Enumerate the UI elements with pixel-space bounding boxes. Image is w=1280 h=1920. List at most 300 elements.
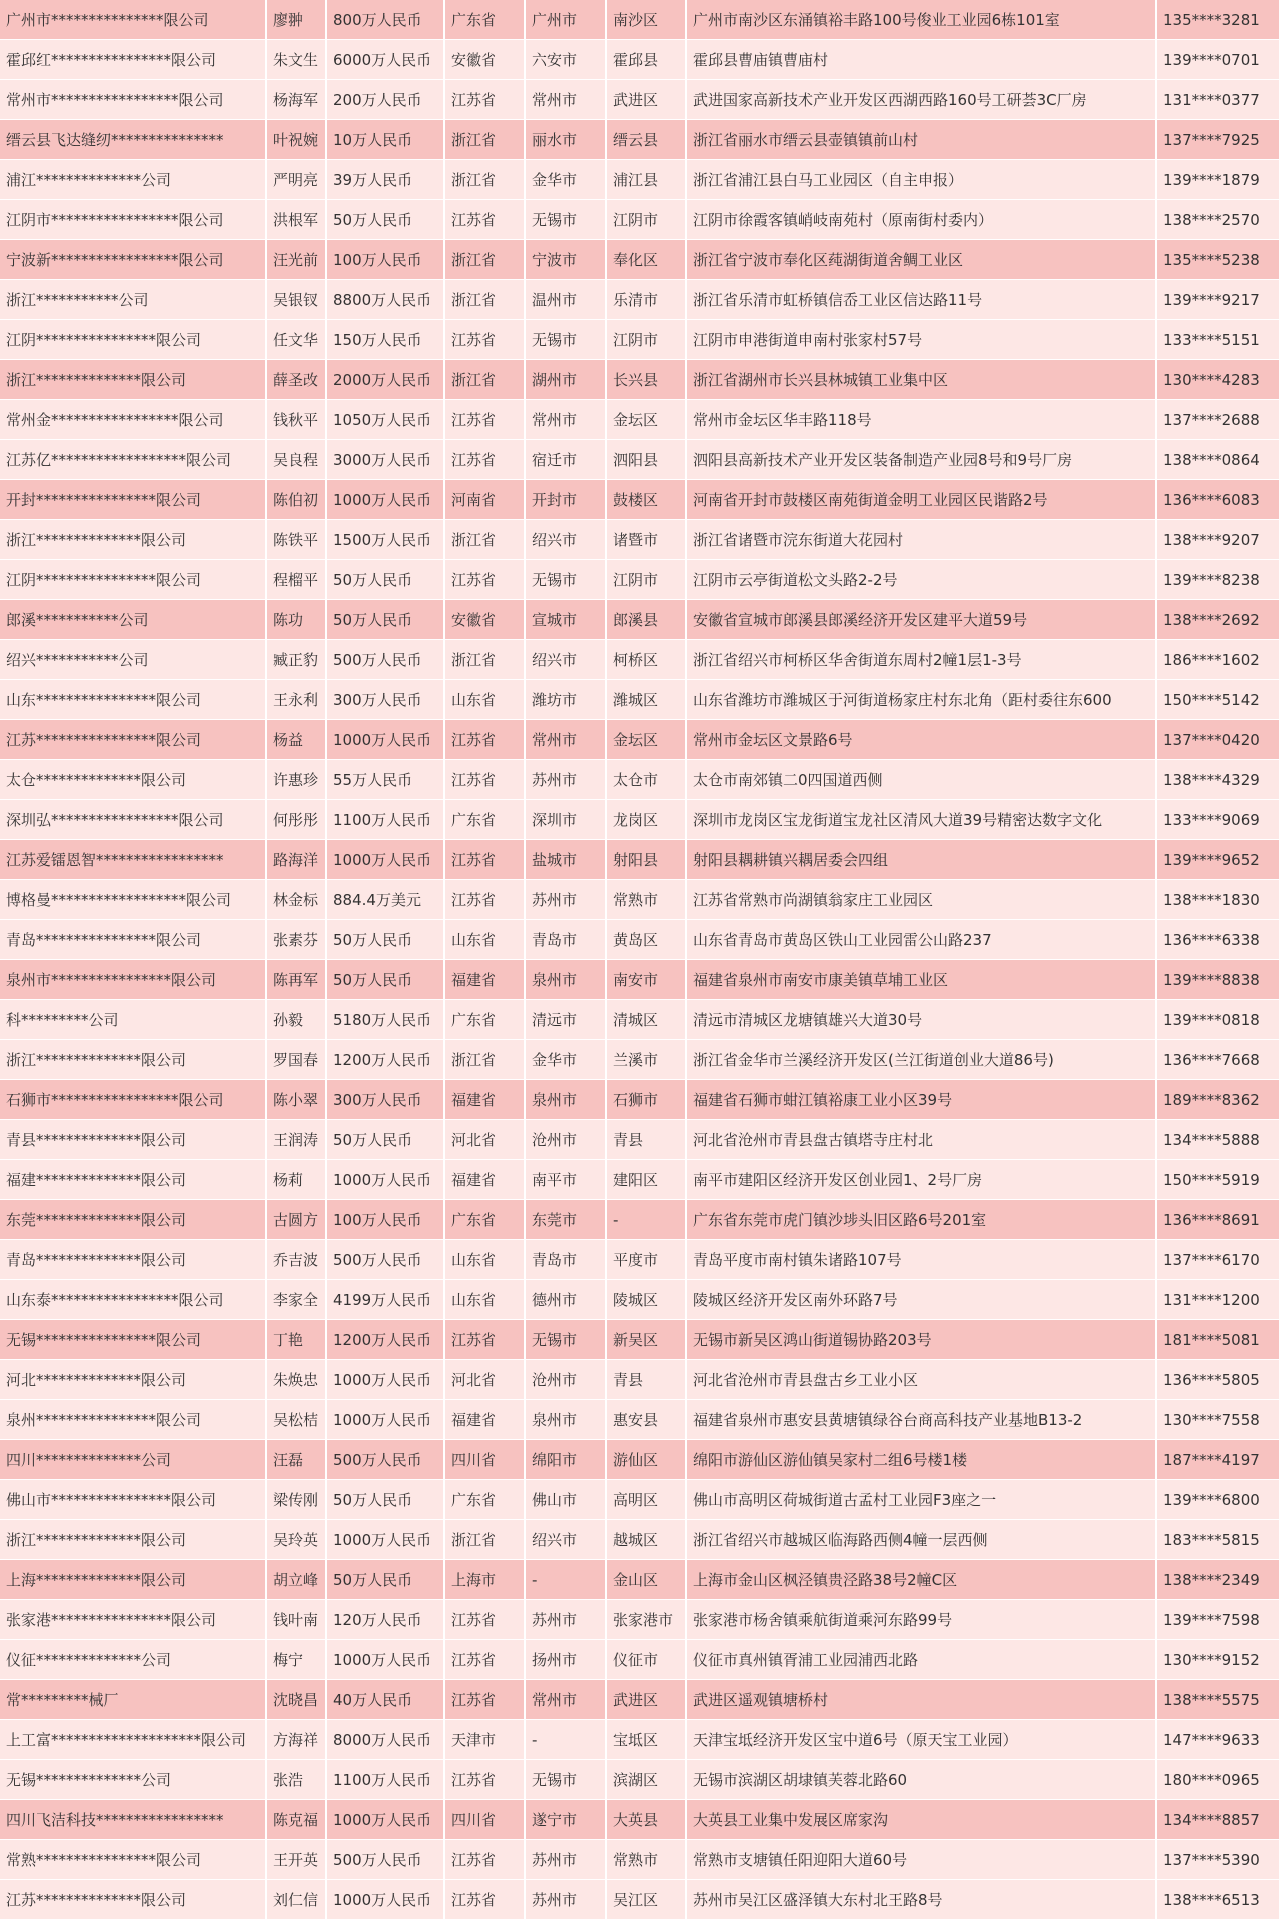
address-cell: 上海市金山区枫泾镇贵泾路38号2幢C区 bbox=[686, 1560, 1156, 1600]
phone-cell: 130****7558 bbox=[1156, 1400, 1280, 1440]
company-name-cell: 缙云县飞达缝纫*************** bbox=[0, 120, 266, 160]
address-cell: 大英县工业集中发展区席家沟 bbox=[686, 1800, 1156, 1840]
address-cell: 霍邱县曹庙镇曹庙村 bbox=[686, 40, 1156, 80]
province-cell: 江苏省 bbox=[444, 1840, 525, 1880]
address-cell: 陵城区经济开发区南外环路7号 bbox=[686, 1280, 1156, 1320]
company-name-cell: 郎溪***********公司 bbox=[0, 600, 266, 640]
province-cell: 上海市 bbox=[444, 1560, 525, 1600]
company-name-cell: 霍邱红****************限公司 bbox=[0, 40, 266, 80]
address-cell: 福建省石狮市蚶江镇裕康工业小区39号 bbox=[686, 1080, 1156, 1120]
registered-capital-cell: 40万人民币 bbox=[326, 1680, 444, 1720]
phone-cell: 130****9152 bbox=[1156, 1640, 1280, 1680]
company-name-cell: 宁波新*****************限公司 bbox=[0, 240, 266, 280]
company-name-cell: 常州金*****************限公司 bbox=[0, 400, 266, 440]
province-cell: 广东省 bbox=[444, 1200, 525, 1240]
table-row bbox=[0, 280, 1280, 320]
registered-capital-cell: 1000万人民币 bbox=[326, 480, 444, 520]
address-cell: 安徽省宣城市郎溪县郎溪经济开发区建平大道59号 bbox=[686, 600, 1156, 640]
legal-representative-cell: 罗国春 bbox=[266, 1040, 326, 1080]
district-cell: 石狮市 bbox=[606, 1080, 686, 1120]
legal-representative-cell: 李家全 bbox=[266, 1280, 326, 1320]
province-cell: 福建省 bbox=[444, 1160, 525, 1200]
table-row bbox=[0, 1080, 1280, 1120]
phone-cell: 138****2692 bbox=[1156, 600, 1280, 640]
legal-representative-cell: 方海祥 bbox=[266, 1720, 326, 1760]
phone-cell: 150****5919 bbox=[1156, 1160, 1280, 1200]
province-cell: 河北省 bbox=[444, 1360, 525, 1400]
company-name-cell: 广州市***************限公司 bbox=[0, 0, 266, 40]
registered-capital-cell: 100万人民币 bbox=[326, 1200, 444, 1240]
district-cell: 金坛区 bbox=[606, 400, 686, 440]
address-cell: 山东省潍坊市潍城区于河街道杨家庄村东北角（距村委往东600 bbox=[686, 680, 1156, 720]
table-row bbox=[0, 840, 1280, 880]
province-cell: 浙江省 bbox=[444, 120, 525, 160]
phone-cell: 139****1879 bbox=[1156, 160, 1280, 200]
legal-representative-cell: 汪光前 bbox=[266, 240, 326, 280]
city-cell: 南平市 bbox=[525, 1160, 606, 1200]
table-row bbox=[0, 1400, 1280, 1440]
registered-capital-cell: 50万人民币 bbox=[326, 920, 444, 960]
province-cell: 河南省 bbox=[444, 480, 525, 520]
legal-representative-cell: 陈小翠 bbox=[266, 1080, 326, 1120]
phone-cell: 135****3281 bbox=[1156, 0, 1280, 40]
legal-representative-cell: 叶祝婉 bbox=[266, 120, 326, 160]
registered-capital-cell: 500万人民币 bbox=[326, 1240, 444, 1280]
legal-representative-cell: 王开英 bbox=[266, 1840, 326, 1880]
city-cell: 青岛市 bbox=[525, 1240, 606, 1280]
company-name-cell: 绍兴***********公司 bbox=[0, 640, 266, 680]
registered-capital-cell: 1000万人民币 bbox=[326, 1880, 444, 1920]
legal-representative-cell: 程榴平 bbox=[266, 560, 326, 600]
province-cell: 江苏省 bbox=[444, 1760, 525, 1800]
province-cell: 浙江省 bbox=[444, 640, 525, 680]
city-cell: 常州市 bbox=[525, 720, 606, 760]
registered-capital-cell: 5180万人民币 bbox=[326, 1000, 444, 1040]
address-cell: 河北省沧州市青县盘古乡工业小区 bbox=[686, 1360, 1156, 1400]
district-cell: 清城区 bbox=[606, 1000, 686, 1040]
address-cell: 常州市金坛区华丰路118号 bbox=[686, 400, 1156, 440]
registered-capital-cell: 150万人民币 bbox=[326, 320, 444, 360]
legal-representative-cell: 陈再军 bbox=[266, 960, 326, 1000]
company-name-cell: 无锡****************限公司 bbox=[0, 1320, 266, 1360]
company-name-cell: 青岛****************限公司 bbox=[0, 920, 266, 960]
legal-representative-cell: 王润涛 bbox=[266, 1120, 326, 1160]
address-cell: 福建省泉州市惠安县黄塘镇绿谷台商高科技产业基地B13-2 bbox=[686, 1400, 1156, 1440]
legal-representative-cell: 刘仁信 bbox=[266, 1880, 326, 1920]
phone-cell: 147****9633 bbox=[1156, 1720, 1280, 1760]
district-cell: 陵城区 bbox=[606, 1280, 686, 1320]
registered-capital-cell: 4199万人民币 bbox=[326, 1280, 444, 1320]
table-row bbox=[0, 1760, 1280, 1800]
legal-representative-cell: 任文华 bbox=[266, 320, 326, 360]
company-name-cell: 河北**************限公司 bbox=[0, 1360, 266, 1400]
company-name-cell: 江阴****************限公司 bbox=[0, 560, 266, 600]
city-cell: 开封市 bbox=[525, 480, 606, 520]
registered-capital-cell: 55万人民币 bbox=[326, 760, 444, 800]
phone-cell: 139****6800 bbox=[1156, 1480, 1280, 1520]
table-row bbox=[0, 1520, 1280, 1560]
table-row bbox=[0, 1240, 1280, 1280]
phone-cell: 138****2570 bbox=[1156, 200, 1280, 240]
phone-cell: 136****7668 bbox=[1156, 1040, 1280, 1080]
address-cell: 常州市金坛区文景路6号 bbox=[686, 720, 1156, 760]
company-name-cell: 江苏**************限公司 bbox=[0, 1880, 266, 1920]
table-row bbox=[0, 240, 1280, 280]
address-cell: 青岛平度市南村镇朱诸路107号 bbox=[686, 1240, 1156, 1280]
city-cell: 无锡市 bbox=[525, 320, 606, 360]
district-cell: 南安市 bbox=[606, 960, 686, 1000]
legal-representative-cell: 梅宁 bbox=[266, 1640, 326, 1680]
district-cell: 黄岛区 bbox=[606, 920, 686, 960]
phone-cell: 130****4283 bbox=[1156, 360, 1280, 400]
table-row bbox=[0, 1000, 1280, 1040]
table-row bbox=[0, 1120, 1280, 1160]
company-name-cell: 常州市*****************限公司 bbox=[0, 80, 266, 120]
district-cell: 乐清市 bbox=[606, 280, 686, 320]
legal-representative-cell: 丁艳 bbox=[266, 1320, 326, 1360]
legal-representative-cell: 梁传刚 bbox=[266, 1480, 326, 1520]
table-row bbox=[0, 680, 1280, 720]
table-row bbox=[0, 80, 1280, 120]
table-row bbox=[0, 40, 1280, 80]
phone-cell: 131****1200 bbox=[1156, 1280, 1280, 1320]
registered-capital-cell: 1000万人民币 bbox=[326, 1160, 444, 1200]
province-cell: 浙江省 bbox=[444, 1040, 525, 1080]
district-cell: 平度市 bbox=[606, 1240, 686, 1280]
district-cell: 江阴市 bbox=[606, 560, 686, 600]
table-row bbox=[0, 1840, 1280, 1880]
registered-capital-cell: 8000万人民币 bbox=[326, 1720, 444, 1760]
city-cell: 绍兴市 bbox=[525, 640, 606, 680]
city-cell: 无锡市 bbox=[525, 1320, 606, 1360]
registered-capital-cell: 500万人民币 bbox=[326, 1840, 444, 1880]
table-row bbox=[0, 320, 1280, 360]
province-cell: 山东省 bbox=[444, 680, 525, 720]
legal-representative-cell: 王永利 bbox=[266, 680, 326, 720]
registered-capital-cell: 200万人民币 bbox=[326, 80, 444, 120]
city-cell: 泉州市 bbox=[525, 1080, 606, 1120]
city-cell: 金华市 bbox=[525, 160, 606, 200]
company-name-cell: 泉州****************限公司 bbox=[0, 1400, 266, 1440]
registered-capital-cell: 1000万人民币 bbox=[326, 1640, 444, 1680]
district-cell: 建阳区 bbox=[606, 1160, 686, 1200]
registered-capital-cell: 800万人民币 bbox=[326, 0, 444, 40]
phone-cell: 150****5142 bbox=[1156, 680, 1280, 720]
city-cell: 宁波市 bbox=[525, 240, 606, 280]
table-row bbox=[0, 520, 1280, 560]
district-cell: 武进区 bbox=[606, 1680, 686, 1720]
city-cell: 苏州市 bbox=[525, 1600, 606, 1640]
province-cell: 安徽省 bbox=[444, 40, 525, 80]
company-name-cell: 山东泰*****************限公司 bbox=[0, 1280, 266, 1320]
district-cell: 常熟市 bbox=[606, 880, 686, 920]
district-cell: 青县 bbox=[606, 1120, 686, 1160]
province-cell: 四川省 bbox=[444, 1440, 525, 1480]
phone-cell: 139****9217 bbox=[1156, 280, 1280, 320]
phone-cell: 137****5390 bbox=[1156, 1840, 1280, 1880]
province-cell: 浙江省 bbox=[444, 160, 525, 200]
company-name-cell: 青县**************限公司 bbox=[0, 1120, 266, 1160]
company-name-cell: 浦江**************公司 bbox=[0, 160, 266, 200]
company-name-cell: 仪征**************公司 bbox=[0, 1640, 266, 1680]
address-cell: 佛山市高明区荷城街道古孟村工业园F3座之一 bbox=[686, 1480, 1156, 1520]
phone-cell: 133****9069 bbox=[1156, 800, 1280, 840]
legal-representative-cell: 臧正豹 bbox=[266, 640, 326, 680]
address-cell: 绵阳市游仙区游仙镇吴家村二组6号楼1楼 bbox=[686, 1440, 1156, 1480]
table-row bbox=[0, 1680, 1280, 1720]
legal-representative-cell: 钱叶南 bbox=[266, 1600, 326, 1640]
phone-cell: 137****6170 bbox=[1156, 1240, 1280, 1280]
district-cell: 兰溪市 bbox=[606, 1040, 686, 1080]
address-cell: 射阳县耦耕镇兴耦居委会四组 bbox=[686, 840, 1156, 880]
city-cell: 潍坊市 bbox=[525, 680, 606, 720]
address-cell: 河北省沧州市青县盘古镇塔寺庄村北 bbox=[686, 1120, 1156, 1160]
legal-representative-cell: 陈功 bbox=[266, 600, 326, 640]
company-name-cell: 浙江**************限公司 bbox=[0, 360, 266, 400]
legal-representative-cell: 吴银钗 bbox=[266, 280, 326, 320]
registered-capital-cell: 1000万人民币 bbox=[326, 720, 444, 760]
legal-representative-cell: 陈伯初 bbox=[266, 480, 326, 520]
district-cell: 奉化区 bbox=[606, 240, 686, 280]
province-cell: 广东省 bbox=[444, 0, 525, 40]
province-cell: 江苏省 bbox=[444, 1880, 525, 1920]
table-row bbox=[0, 1360, 1280, 1400]
legal-representative-cell: 胡立峰 bbox=[266, 1560, 326, 1600]
company-name-cell: 石狮市*****************限公司 bbox=[0, 1080, 266, 1120]
city-cell: 泉州市 bbox=[525, 960, 606, 1000]
province-cell: 江苏省 bbox=[444, 880, 525, 920]
district-cell: 鼓楼区 bbox=[606, 480, 686, 520]
city-cell: - bbox=[525, 1560, 606, 1600]
table-row bbox=[0, 1040, 1280, 1080]
district-cell: 泗阳县 bbox=[606, 440, 686, 480]
province-cell: 浙江省 bbox=[444, 240, 525, 280]
registered-capital-cell: 3000万人民币 bbox=[326, 440, 444, 480]
address-cell: 浙江省绍兴市柯桥区华舍街道东周村2幢1层1-3号 bbox=[686, 640, 1156, 680]
registered-capital-cell: 1100万人民币 bbox=[326, 1760, 444, 1800]
province-cell: 江苏省 bbox=[444, 1320, 525, 1360]
phone-cell: 187****4197 bbox=[1156, 1440, 1280, 1480]
registered-capital-cell: 1500万人民币 bbox=[326, 520, 444, 560]
registered-capital-cell: 1050万人民币 bbox=[326, 400, 444, 440]
district-cell: 惠安县 bbox=[606, 1400, 686, 1440]
phone-cell: 135****5238 bbox=[1156, 240, 1280, 280]
legal-representative-cell: 吴玲英 bbox=[266, 1520, 326, 1560]
registered-capital-cell: 500万人民币 bbox=[326, 640, 444, 680]
company-name-cell: 江苏爱镭恩智***************** bbox=[0, 840, 266, 880]
legal-representative-cell: 林金标 bbox=[266, 880, 326, 920]
phone-cell: 136****6083 bbox=[1156, 480, 1280, 520]
phone-cell: 139****0818 bbox=[1156, 1000, 1280, 1040]
company-name-cell: 浙江**************限公司 bbox=[0, 1520, 266, 1560]
registered-capital-cell: 50万人民币 bbox=[326, 560, 444, 600]
registered-capital-cell: 1100万人民币 bbox=[326, 800, 444, 840]
address-cell: 山东省青岛市黄岛区铁山工业园雷公山路237 bbox=[686, 920, 1156, 960]
registered-capital-cell: 1000万人民币 bbox=[326, 840, 444, 880]
address-cell: 浙江省宁波市奉化区莼湖街道舍鲷工业区 bbox=[686, 240, 1156, 280]
company-name-cell: 江苏****************限公司 bbox=[0, 720, 266, 760]
registered-capital-cell: 300万人民币 bbox=[326, 1080, 444, 1120]
company-name-cell: 泉州市****************限公司 bbox=[0, 960, 266, 1000]
registered-capital-cell: 6000万人民币 bbox=[326, 40, 444, 80]
legal-representative-cell: 洪根军 bbox=[266, 200, 326, 240]
table-row bbox=[0, 1560, 1280, 1600]
district-cell: 越城区 bbox=[606, 1520, 686, 1560]
phone-cell: 180****0965 bbox=[1156, 1760, 1280, 1800]
table-row bbox=[0, 1480, 1280, 1520]
phone-cell: 137****2688 bbox=[1156, 400, 1280, 440]
address-cell: 江阴市申港街道申南村张家村57号 bbox=[686, 320, 1156, 360]
legal-representative-cell: 张素芬 bbox=[266, 920, 326, 960]
province-cell: 山东省 bbox=[444, 920, 525, 960]
company-name-cell: 江苏亿******************限公司 bbox=[0, 440, 266, 480]
company-name-cell: 上工富********************限公司 bbox=[0, 1720, 266, 1760]
table-row bbox=[0, 800, 1280, 840]
address-cell: 武进国家高新技术产业开发区西湖西路160号工研荟3C厂房 bbox=[686, 80, 1156, 120]
legal-representative-cell: 孙毅 bbox=[266, 1000, 326, 1040]
province-cell: 福建省 bbox=[444, 1080, 525, 1120]
table-row bbox=[0, 440, 1280, 480]
legal-representative-cell: 陈铁平 bbox=[266, 520, 326, 560]
table-row bbox=[0, 160, 1280, 200]
table-row bbox=[0, 960, 1280, 1000]
address-cell: 泗阳县高新技术产业开发区装备制造产业园8号和9号厂房 bbox=[686, 440, 1156, 480]
province-cell: 江苏省 bbox=[444, 400, 525, 440]
city-cell: 绍兴市 bbox=[525, 1520, 606, 1560]
company-name-cell: 无锡**************公司 bbox=[0, 1760, 266, 1800]
district-cell: 金坛区 bbox=[606, 720, 686, 760]
company-name-cell: 佛山市****************限公司 bbox=[0, 1480, 266, 1520]
province-cell: 江苏省 bbox=[444, 320, 525, 360]
district-cell: 大英县 bbox=[606, 1800, 686, 1840]
table-row bbox=[0, 1600, 1280, 1640]
district-cell: 霍邱县 bbox=[606, 40, 686, 80]
registered-capital-cell: 1200万人民币 bbox=[326, 1320, 444, 1360]
city-cell: 常州市 bbox=[525, 400, 606, 440]
province-cell: 江苏省 bbox=[444, 1600, 525, 1640]
address-cell: 广东省东莞市虎门镇沙埗头旧区路6号201室 bbox=[686, 1200, 1156, 1240]
phone-cell: 181****5081 bbox=[1156, 1320, 1280, 1360]
table-row bbox=[0, 760, 1280, 800]
company-name-cell: 常熟****************限公司 bbox=[0, 1840, 266, 1880]
district-cell: 潍城区 bbox=[606, 680, 686, 720]
city-cell: 苏州市 bbox=[525, 880, 606, 920]
phone-cell: 138****6513 bbox=[1156, 1880, 1280, 1920]
legal-representative-cell: 汪磊 bbox=[266, 1440, 326, 1480]
address-cell: 浙江省乐清市虹桥镇信岙工业区信达路11号 bbox=[686, 280, 1156, 320]
province-cell: 江苏省 bbox=[444, 1680, 525, 1720]
company-name-cell: 福建**************限公司 bbox=[0, 1160, 266, 1200]
address-cell: 常熟市支塘镇任阳迎阳大道60号 bbox=[686, 1840, 1156, 1880]
city-cell: 清远市 bbox=[525, 1000, 606, 1040]
province-cell: 江苏省 bbox=[444, 840, 525, 880]
phone-cell: 139****7598 bbox=[1156, 1600, 1280, 1640]
city-cell: 常州市 bbox=[525, 1680, 606, 1720]
city-cell: 温州市 bbox=[525, 280, 606, 320]
phone-cell: 131****0377 bbox=[1156, 80, 1280, 120]
table-row bbox=[0, 1640, 1280, 1680]
phone-cell: 138****5575 bbox=[1156, 1680, 1280, 1720]
province-cell: 山东省 bbox=[444, 1280, 525, 1320]
district-cell: - bbox=[606, 1200, 686, 1240]
legal-representative-cell: 吴良程 bbox=[266, 440, 326, 480]
address-cell: 清远市清城区龙塘镇雄兴大道30号 bbox=[686, 1000, 1156, 1040]
company-name-cell: 浙江***********公司 bbox=[0, 280, 266, 320]
city-cell: 佛山市 bbox=[525, 1480, 606, 1520]
legal-representative-cell: 严明亮 bbox=[266, 160, 326, 200]
province-cell: 浙江省 bbox=[444, 360, 525, 400]
phone-cell: 138****9207 bbox=[1156, 520, 1280, 560]
legal-representative-cell: 古圆方 bbox=[266, 1200, 326, 1240]
registered-capital-cell: 50万人民币 bbox=[326, 960, 444, 1000]
legal-representative-cell: 吴松桔 bbox=[266, 1400, 326, 1440]
phone-cell: 138****4329 bbox=[1156, 760, 1280, 800]
address-cell: 江阴市徐霞客镇峭岐南苑村（原南街村委内） bbox=[686, 200, 1156, 240]
registered-capital-cell: 1000万人民币 bbox=[326, 1800, 444, 1840]
city-cell: 泉州市 bbox=[525, 1400, 606, 1440]
district-cell: 长兴县 bbox=[606, 360, 686, 400]
province-cell: 广东省 bbox=[444, 1480, 525, 1520]
city-cell: 广州市 bbox=[525, 0, 606, 40]
company-name-cell: 江阴****************限公司 bbox=[0, 320, 266, 360]
district-cell: 宝坻区 bbox=[606, 1720, 686, 1760]
phone-cell: 139****8838 bbox=[1156, 960, 1280, 1000]
address-cell: 太仓市南郊镇二0四国道西侧 bbox=[686, 760, 1156, 800]
table-row bbox=[0, 880, 1280, 920]
registered-capital-cell: 1000万人民币 bbox=[326, 1360, 444, 1400]
phone-cell: 183****5815 bbox=[1156, 1520, 1280, 1560]
table-row bbox=[0, 120, 1280, 160]
table-row bbox=[0, 1320, 1280, 1360]
district-cell: 缙云县 bbox=[606, 120, 686, 160]
province-cell: 江苏省 bbox=[444, 760, 525, 800]
district-cell: 青县 bbox=[606, 1360, 686, 1400]
table-row bbox=[0, 560, 1280, 600]
table-row bbox=[0, 400, 1280, 440]
legal-representative-cell: 朱文生 bbox=[266, 40, 326, 80]
phone-cell: 186****1602 bbox=[1156, 640, 1280, 680]
table-row bbox=[0, 640, 1280, 680]
company-name-cell: 博格曼******************限公司 bbox=[0, 880, 266, 920]
company-name-cell: 东莞**************限公司 bbox=[0, 1200, 266, 1240]
district-cell: 柯桥区 bbox=[606, 640, 686, 680]
legal-representative-cell: 路海洋 bbox=[266, 840, 326, 880]
company-name-cell: 深圳弘*****************限公司 bbox=[0, 800, 266, 840]
table-row bbox=[0, 1440, 1280, 1480]
address-cell: 江苏省常熟市尚湖镇翁家庄工业园区 bbox=[686, 880, 1156, 920]
company-name-cell: 山东****************限公司 bbox=[0, 680, 266, 720]
legal-representative-cell: 杨莉 bbox=[266, 1160, 326, 1200]
address-cell: 天津宝坻经济开发区宝中道6号（原天宝工业园） bbox=[686, 1720, 1156, 1760]
district-cell: 常熟市 bbox=[606, 1840, 686, 1880]
company-name-cell: 浙江**************限公司 bbox=[0, 520, 266, 560]
phone-cell: 136****8691 bbox=[1156, 1200, 1280, 1240]
table-row bbox=[0, 200, 1280, 240]
phone-cell: 189****8362 bbox=[1156, 1080, 1280, 1120]
address-cell: 浙江省金华市兰溪经济开发区(兰江街道创业大道86号) bbox=[686, 1040, 1156, 1080]
city-cell: 扬州市 bbox=[525, 1640, 606, 1680]
table-row bbox=[0, 1800, 1280, 1840]
registered-capital-cell: 120万人民币 bbox=[326, 1600, 444, 1640]
legal-representative-cell: 薛圣改 bbox=[266, 360, 326, 400]
city-cell: 无锡市 bbox=[525, 200, 606, 240]
province-cell: 安徽省 bbox=[444, 600, 525, 640]
district-cell: 武进区 bbox=[606, 80, 686, 120]
legal-representative-cell: 陈克福 bbox=[266, 1800, 326, 1840]
province-cell: 浙江省 bbox=[444, 520, 525, 560]
phone-cell: 139****9652 bbox=[1156, 840, 1280, 880]
phone-cell: 138****2349 bbox=[1156, 1560, 1280, 1600]
